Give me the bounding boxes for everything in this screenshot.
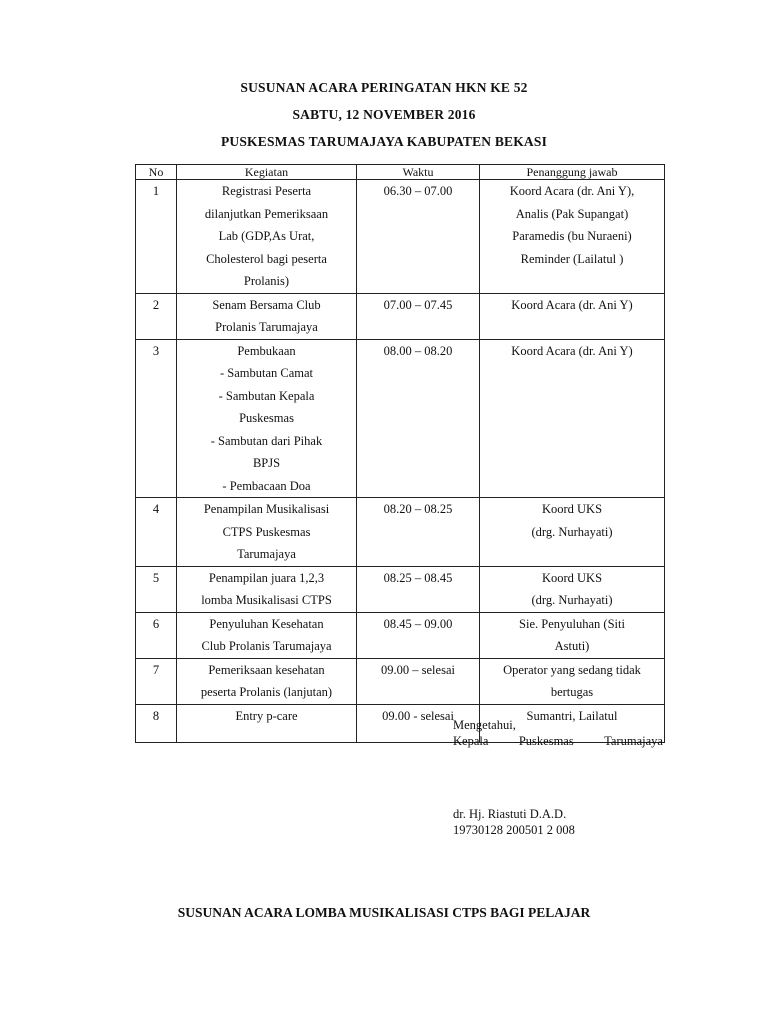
cell-line: Prolanis Tarumajaya: [215, 320, 318, 334]
table-row: [136, 498, 665, 567]
cell-line: Koord UKS: [541, 502, 603, 516]
cell-waktu: [357, 339, 480, 498]
cell-penanggung-jawab: [480, 339, 665, 498]
cell-waktu: [357, 612, 480, 658]
table-row: [136, 566, 665, 612]
table-row: [136, 180, 665, 294]
col-header-no: No: [136, 165, 177, 180]
signatory-name: dr. Hj. Riastuti D.A.D.: [453, 807, 567, 821]
cell-line: Koord Acara (dr. Ani Y): [511, 343, 633, 358]
col-header-waktu: Waktu: [357, 165, 480, 180]
cell-line: Penampilan Musikalisasi: [203, 502, 330, 516]
cell-no: [136, 704, 177, 742]
cell-text: 4: [152, 502, 160, 516]
cell-kegiatan: [177, 498, 357, 567]
signatory-position: [453, 733, 663, 749]
cell-kegiatan: [177, 704, 357, 742]
acknowledged-label: Mengetahui,: [453, 718, 516, 732]
col-header-penanggung-jawab: Penanggung jawab: [480, 165, 665, 180]
cell-line: Analis (Pak Supangat): [515, 206, 629, 221]
cell-line: Lab (GDP,As Urat,: [218, 229, 315, 243]
cell-no: [136, 339, 177, 498]
cell-line: Entry p-care: [235, 708, 298, 723]
cell-penanggung-jawab: [480, 293, 665, 339]
cell-line: Penampilan juara 1,2,3: [208, 570, 325, 585]
cell-line: Club Prolanis Tarumajaya: [201, 639, 332, 653]
cell-waktu: [357, 658, 480, 704]
cell-text: 5: [152, 570, 160, 585]
cell-line: Senam Bersama Club: [212, 297, 321, 312]
cell-waktu: [357, 293, 480, 339]
cell-line: Paramedis (bu Nuraeni): [512, 229, 632, 243]
cell-waktu: [357, 180, 480, 294]
cell-line: CTPS Puskesmas: [222, 524, 311, 539]
table-row: [136, 293, 665, 339]
cell-line: Pemeriksaan kesehatan: [208, 662, 325, 677]
cell-text: 08.45 – 09.00: [383, 616, 453, 631]
cell-no: [136, 658, 177, 704]
cell-text: 08.00 – 08.20: [383, 343, 453, 358]
cell-text: 07.00 – 07.45: [383, 297, 453, 312]
cell-line: (drg. Nurhayati): [531, 593, 613, 607]
cell-no: [136, 293, 177, 339]
cell-kegiatan: [177, 180, 357, 294]
cell-penanggung-jawab: [480, 612, 665, 658]
cell-line: Registrasi Peserta: [221, 184, 312, 198]
cell-text: 7: [152, 662, 160, 677]
schedule-table: [135, 164, 665, 743]
table-row: [136, 339, 665, 498]
cell-line: Sie. Penyuluhan (Siti: [519, 616, 625, 631]
cell-line: lomba Musikalisasi CTPS: [201, 593, 332, 607]
cell-text: 8: [152, 708, 160, 723]
position-word: Kepala: [453, 734, 489, 748]
cell-text: 08.20 – 08.25: [383, 502, 453, 516]
col-header-kegiatan: Kegiatan: [177, 165, 357, 180]
cell-line: Koord UKS: [541, 570, 603, 585]
cell-line: Reminder (Lailatul ): [520, 251, 624, 266]
cell-line: Sumantri, Lailatul: [526, 708, 618, 723]
cell-line: - Sambutan dari Pihak: [210, 433, 323, 448]
position-word: Puskesmas: [518, 734, 574, 748]
document-title: SUSUNAN ACARA PERINGATAN HKN KE 52: [240, 80, 528, 95]
cell-line: Pembukaan: [237, 343, 296, 358]
cell-line: Puskesmas: [239, 411, 294, 425]
next-section-title: SUSUNAN ACARA LOMBA MUSIKALISASI CTPS BAGI PELAJAR: [177, 905, 591, 920]
cell-line: dilanjutkan Pemeriksaan: [204, 206, 329, 221]
cell-no: [136, 566, 177, 612]
cell-text: 3: [152, 343, 160, 358]
signatory-nip: 19730128 200501 2 008: [453, 823, 575, 837]
cell-line: - Sambutan Camat: [219, 366, 314, 380]
schedule-body: [136, 180, 665, 743]
position-word: Tarumajaya: [604, 734, 663, 748]
cell-line: Tarumajaya: [237, 547, 296, 561]
cell-line: Koord Acara (dr. Ani Y),: [509, 184, 635, 198]
cell-kegiatan: [177, 658, 357, 704]
cell-no: [136, 612, 177, 658]
table-header-row: [136, 165, 665, 180]
cell-kegiatan: [177, 612, 357, 658]
cell-kegiatan: [177, 293, 357, 339]
cell-waktu: [357, 498, 480, 567]
cell-line: bertugas: [550, 685, 594, 699]
cell-text: 08.25 – 08.45: [383, 570, 453, 585]
cell-penanggung-jawab: [480, 658, 665, 704]
cell-line: BPJS: [252, 456, 281, 470]
document-date: SABTU, 12 NOVEMBER 2016: [292, 107, 476, 122]
cell-penanggung-jawab: [480, 180, 665, 294]
cell-line: Koord Acara (dr. Ani Y): [511, 297, 633, 312]
cell-text: 1: [152, 184, 160, 198]
cell-waktu: [357, 566, 480, 612]
cell-line: peserta Prolanis (lanjutan): [200, 685, 333, 699]
cell-kegiatan: [177, 566, 357, 612]
cell-penanggung-jawab: [480, 566, 665, 612]
cell-no: [136, 180, 177, 294]
table-row: [136, 612, 665, 658]
cell-no: [136, 498, 177, 567]
cell-kegiatan: [177, 339, 357, 498]
table-row: [136, 658, 665, 704]
cell-text: 06.30 – 07.00: [383, 184, 453, 198]
cell-line: Penyuluhan Kesehatan: [209, 616, 324, 631]
cell-text: 09.00 – selesai: [381, 662, 455, 677]
cell-line: Cholesterol bagi peserta: [206, 251, 327, 266]
cell-text: 2: [152, 297, 160, 312]
cell-penanggung-jawab: [480, 498, 665, 567]
cell-text: 6: [152, 616, 160, 631]
cell-line: - Sambutan Kepala: [218, 388, 315, 403]
cell-line: Astuti): [554, 639, 590, 653]
cell-line: Operator yang sedang tidak: [503, 662, 641, 677]
document-location: PUSKESMAS TARUMAJAYA KABUPATEN BEKASI: [220, 134, 548, 149]
cell-text: 09.00 - selesai: [382, 708, 454, 723]
cell-line: (drg. Nurhayati): [531, 524, 613, 539]
cell-line: - Pembacaan Doa: [222, 478, 311, 493]
cell-line: Prolanis): [243, 274, 290, 288]
